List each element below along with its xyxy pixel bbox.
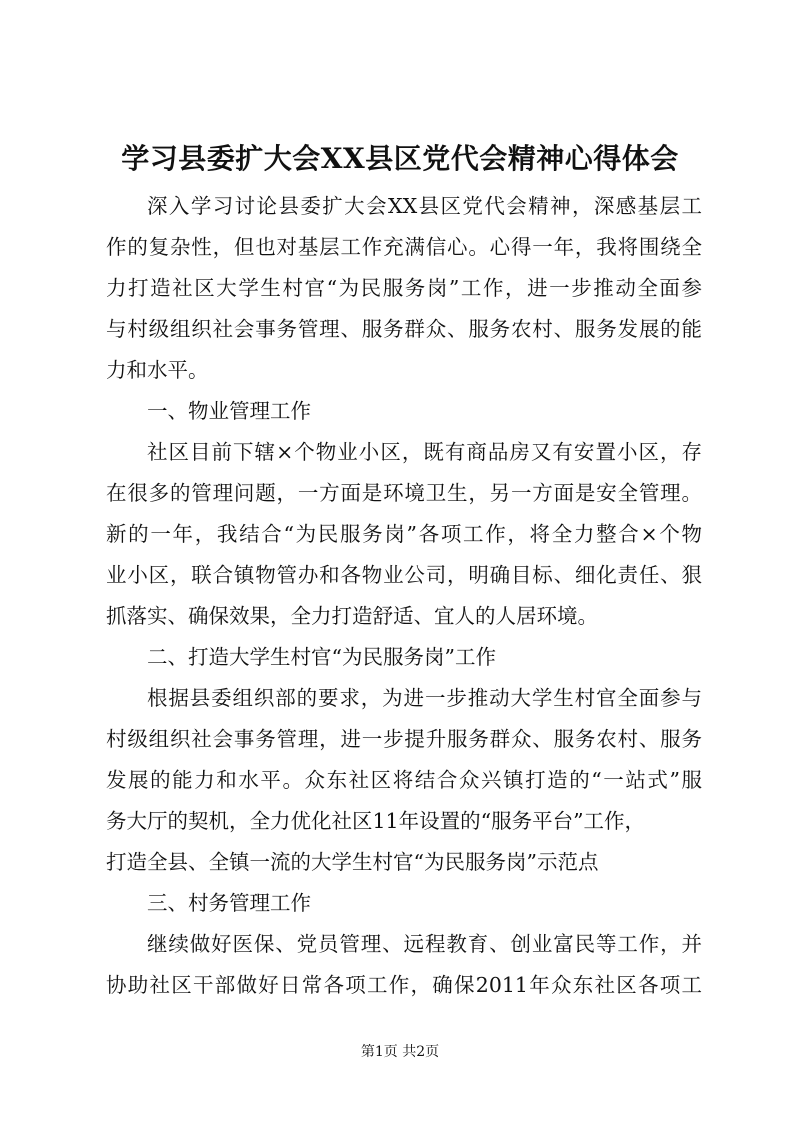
text-line: 与村级组织社会事务管理、服务群众、服务农村、服务发展的能	[106, 317, 702, 341]
text-line: 打造全县、全镇一流的大学生村官“为民服务岗”示范点	[106, 850, 599, 874]
text-line: 发展的能力和水平。众东社区将结合众兴镇打造的“一站式”服	[106, 768, 702, 792]
text-line: 力打造社区大学生村官“为民服务岗”工作，进一步推动全面参	[106, 276, 702, 300]
text-line: 抓落实、确保效果，全力打造舒适、宜人的人居环境。	[106, 604, 598, 628]
section-heading: 一、物业管理工作	[147, 399, 311, 423]
text-line: 根据县委组织部的要求，为进一步推动大学生村官全面参与	[147, 686, 702, 710]
text-line: 深入学习讨论县委扩大会XX县区党代会精神，深感基层工	[147, 194, 702, 218]
text-line: 力和水平。	[106, 358, 209, 382]
text-line: 继续做好医保、党员管理、远程教育、创业富民等工作，并	[147, 932, 702, 956]
text-line: 社区目前下辖×个物业小区，既有商品房又有安置小区，存	[147, 440, 702, 464]
text-line: 务大厅的契机，全力优化社区11年设置的“服务平台”工作，	[106, 809, 646, 833]
text-line: 作的复杂性，但也对基层工作充满信心。心得一年，我将围绕全	[106, 235, 702, 259]
text-line: 业小区，联合镇物管办和各物业公司，明确目标、细化责任、狠	[106, 563, 702, 587]
page-footer: 第1页 共2页	[360, 1044, 440, 1060]
section-heading: 二、打造大学生村官“为民服务岗”工作	[147, 645, 496, 669]
document-title: 学习县委扩大会XX县区党代会精神心得体会	[121, 142, 679, 175]
text-line: 协助社区干部做好日常各项工作，确保2011年众东社区各项工	[106, 973, 702, 997]
text-line: 村级组织社会事务管理，进一步提升服务群众、服务农村、服务	[106, 727, 702, 751]
section-heading: 三、村务管理工作	[147, 891, 311, 915]
document-body	[106, 186, 702, 1006]
text-line: 新的一年，我结合“为民服务岗”各项工作，将全力整合×个物	[106, 522, 702, 546]
text-line: 在很多的管理问题，一方面是环境卫生，另一方面是安全管理。	[106, 481, 702, 505]
